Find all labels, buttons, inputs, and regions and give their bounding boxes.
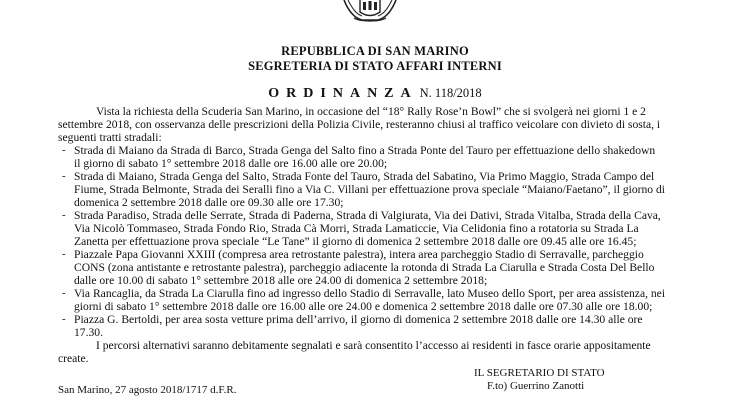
- closing-line: create.: [58, 352, 89, 365]
- intro-line: settembre 2018, con osservanza delle prescrizioni della Polizia Civile, resteranno chiusi al traffico veicolare con divieto di sosta, i: [58, 118, 661, 131]
- ordinance-word: ORDINANZA: [268, 86, 418, 101]
- list-item-line: Strada di Maiano da Strada di Barco, Strada Genga del Salto fino a Strada Ponte del Tauro per effettuazione dello shakedown: [74, 144, 656, 157]
- list-item-line: Via Nicolò Tommaseo, Strada Fondo Rio, Strada Cà Morri, Strada Lamaticcie, Via Celidonia fino a rotatoria su Strada La: [74, 222, 639, 235]
- list-item-line: 17.30.: [74, 326, 103, 339]
- list-item-line: Strada Paradiso, Strada delle Serrate, Strada di Paderna, Strada di Valgiurata, Via dei Dativi, Strada Vitalba, Strada della Cava,: [74, 209, 661, 222]
- republic-heading: REPUBBLICA DI SAN MARINO: [281, 44, 469, 58]
- list-item-line: Strada di Maiano, Strada Genga del Salto, Strada Fonte del Tauro, Strada del Sabatino, Via Primo Maggio, Strada Campo del: [74, 170, 655, 183]
- list-item-line: CONS (zona antistante e retrostante palestra), parcheggio adiacente la rotonda di Strada La Ciarulla e Strada Costa Del Bello: [74, 261, 655, 274]
- list-item-line: Piazzale Papa Giovanni XXIII (compresa area retrostante palestra), intera area parcheggio Stadio di Serravalle, parcheggio: [74, 248, 644, 261]
- signatory-title: IL SEGRETARIO DI STATO: [474, 367, 605, 379]
- list-item-line: il giorno di sabato 1° settembre 2018 dalle ore 16.00 alle ore 20.00;: [74, 157, 388, 170]
- secretariat-heading: SEGRETERIA DI STATO AFFARI INTERNI: [248, 59, 502, 73]
- list-item-line: domenica 2 settembre 2018 dalle ore 09.30 alle ore 17.30;: [74, 196, 344, 209]
- list-item-line: Piazza G. Bertoldi, per area sosta vetture prima dell’arrivo, il giorno di domenica 2 settembre 2018 dalle ore 14.30 alle ore: [74, 313, 643, 326]
- coat-of-arms-emblem: [340, 0, 400, 22]
- list-item-line: giorni di sabato 1° settembre 2018 dalle ore 16.00 alle ore 24.00 e domenica 2 settembre 2018 dalle ore 07.30 alle ore 18.00;: [74, 300, 653, 313]
- list-bullet: -: [62, 170, 66, 182]
- list-item-line: Zanetta per effettuazione prova speciale “Le Tane” il giorno di domenica 2 settembre 2018 dalle ore 09.45 alle ore 16.45;: [74, 235, 637, 248]
- signatory-name: F.to) Guerrino Zanotti: [487, 380, 585, 392]
- list-item-line: Fiume, Strada Belmonte, Strada dei Seralli fino a Via C. Villani per effettuazione prova speciale “Maiano/Faetano”, il giorno di: [74, 183, 666, 196]
- intro-line: Vista la richiesta della Scuderia San Marino, in occasione del “18° Rally Rose’n Bowl” che si svolgerà nei giorni 1 e 2: [96, 105, 646, 118]
- list-item-line: dalle ore 10.00 di sabato 1° settembre 2018 alle ore 24.00 di domenica 2 settembre 2018;: [74, 274, 488, 287]
- list-bullet: -: [62, 248, 66, 260]
- list-bullet: -: [62, 313, 66, 325]
- place-date: San Marino, 27 agosto 2018/1717 d.F.R.: [58, 384, 237, 396]
- ordinance-title: [0, 84, 750, 102]
- list-bullet: -: [62, 287, 66, 299]
- list-bullet: -: [62, 209, 66, 221]
- list-item-line: Via Rancaglia, da Strada La Ciarulla fino ad ingresso dello Stadio di Serravalle, lato Museo dello Sport, per area assistenza, nei: [74, 287, 666, 300]
- list-bullet: -: [62, 144, 66, 156]
- intro-line: seguenti tratti stradali:: [58, 131, 162, 144]
- closing-line: I percorsi alternativi saranno debitamente segnalati e sarà consentito l’accesso ai residenti in fasce orarie appositamente: [96, 339, 651, 352]
- ordinance-number: N. 118/2018: [419, 86, 482, 100]
